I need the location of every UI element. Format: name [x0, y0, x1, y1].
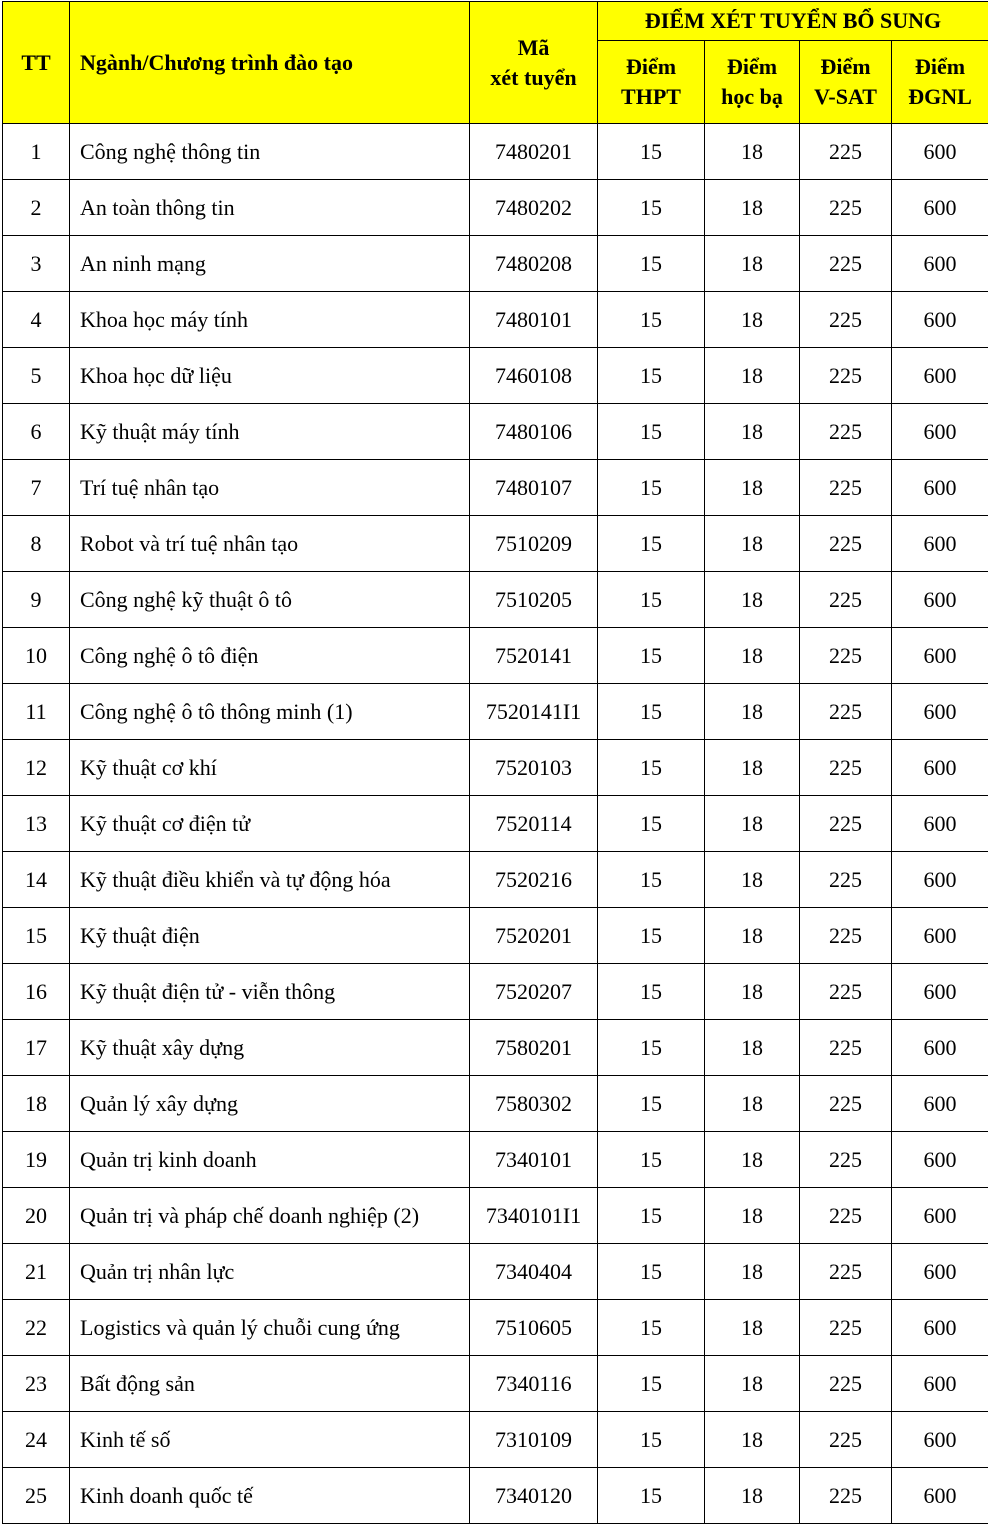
cell-vsat-score: 225	[800, 1076, 892, 1132]
cell-dgnl-score: 600	[892, 796, 988, 852]
cell-code: 7480208	[470, 236, 598, 292]
cell-program-name: Bất động sản	[70, 1356, 470, 1412]
table-row	[3, 1244, 988, 1300]
cell-dgnl-score: 600	[892, 292, 988, 348]
table-row	[3, 460, 988, 516]
cell-program-name: Kỹ thuật điều khiển và tự động hóa	[70, 852, 470, 908]
cell-vsat-score: 225	[800, 852, 892, 908]
cell-tt: 6	[3, 404, 70, 460]
table-row	[3, 628, 988, 684]
cell-program-name: Kỹ thuật xây dựng	[70, 1020, 470, 1076]
cell-program-name: Công nghệ ô tô điện	[70, 628, 470, 684]
cell-program-name: Kỹ thuật máy tính	[70, 404, 470, 460]
cell-thpt-score: 15	[598, 740, 705, 796]
cell-thpt-score: 15	[598, 460, 705, 516]
cell-program-name: Công nghệ thông tin	[70, 124, 470, 180]
cell-hocba-score: 18	[705, 1076, 800, 1132]
table-row	[3, 572, 988, 628]
table-row	[3, 1356, 988, 1412]
cell-tt: 12	[3, 740, 70, 796]
cell-thpt-score: 15	[598, 964, 705, 1020]
header-thpt-line2: THPT	[598, 82, 704, 112]
cell-dgnl-score: 600	[892, 908, 988, 964]
header-vsat-line2: V-SAT	[800, 82, 891, 112]
cell-thpt-score: 15	[598, 292, 705, 348]
cell-dgnl-score: 600	[892, 572, 988, 628]
table-row	[3, 236, 988, 292]
table-row	[3, 1300, 988, 1356]
cell-tt: 8	[3, 516, 70, 572]
table-row	[3, 1468, 988, 1524]
cell-hocba-score: 18	[705, 1132, 800, 1188]
cell-program-name: Quản trị nhân lực	[70, 1244, 470, 1300]
cell-thpt-score: 15	[598, 796, 705, 852]
cell-thpt-score: 15	[598, 908, 705, 964]
cell-vsat-score: 225	[800, 1244, 892, 1300]
cell-program-name: Kỹ thuật điện tử - viễn thông	[70, 964, 470, 1020]
cell-thpt-score: 15	[598, 236, 705, 292]
cell-thpt-score: 15	[598, 572, 705, 628]
cell-dgnl-score: 600	[892, 1076, 988, 1132]
header-hocba-line1: Điểm	[705, 52, 799, 82]
cell-dgnl-score: 600	[892, 684, 988, 740]
cell-program-name: An ninh mạng	[70, 236, 470, 292]
cell-tt: 5	[3, 348, 70, 404]
cell-program-name: Quản trị kinh doanh	[70, 1132, 470, 1188]
cell-hocba-score: 18	[705, 124, 800, 180]
cell-thpt-score: 15	[598, 1132, 705, 1188]
cell-tt: 9	[3, 572, 70, 628]
cell-hocba-score: 18	[705, 796, 800, 852]
header-code	[470, 2, 598, 124]
cell-code: 7520216	[470, 852, 598, 908]
cell-code: 7520141I1	[470, 684, 598, 740]
cell-vsat-score: 225	[800, 348, 892, 404]
cell-vsat-score: 225	[800, 236, 892, 292]
cell-tt: 7	[3, 460, 70, 516]
header-program: Ngành/Chương trình đào tạo	[70, 2, 470, 124]
cell-thpt-score: 15	[598, 1020, 705, 1076]
cell-dgnl-score: 600	[892, 1020, 988, 1076]
cell-tt: 10	[3, 628, 70, 684]
header-dgnl	[892, 41, 988, 124]
cell-dgnl-score: 600	[892, 628, 988, 684]
cell-thpt-score: 15	[598, 1468, 705, 1524]
cell-dgnl-score: 600	[892, 1132, 988, 1188]
cell-program-name: Trí tuệ nhân tạo	[70, 460, 470, 516]
cell-dgnl-score: 600	[892, 1188, 988, 1244]
cell-dgnl-score: 600	[892, 236, 988, 292]
cell-code: 7520103	[470, 740, 598, 796]
table-row	[3, 348, 988, 404]
cell-vsat-score: 225	[800, 1188, 892, 1244]
cell-thpt-score: 15	[598, 404, 705, 460]
table-row	[3, 908, 988, 964]
cell-thpt-score: 15	[598, 1244, 705, 1300]
table-row	[3, 1188, 988, 1244]
cell-vsat-score: 225	[800, 1468, 892, 1524]
cell-vsat-score: 225	[800, 1020, 892, 1076]
cell-code: 7340404	[470, 1244, 598, 1300]
cell-thpt-score: 15	[598, 516, 705, 572]
cell-vsat-score: 225	[800, 1356, 892, 1412]
cell-tt: 21	[3, 1244, 70, 1300]
table-row	[3, 180, 988, 236]
table-row	[3, 964, 988, 1020]
cell-hocba-score: 18	[705, 180, 800, 236]
cell-program-name: An toàn thông tin	[70, 180, 470, 236]
cell-hocba-score: 18	[705, 628, 800, 684]
cell-tt: 19	[3, 1132, 70, 1188]
table-row	[3, 1020, 988, 1076]
header-vsat	[800, 41, 892, 124]
cell-vsat-score: 225	[800, 460, 892, 516]
cell-tt: 13	[3, 796, 70, 852]
cell-vsat-score: 225	[800, 740, 892, 796]
cell-vsat-score: 225	[800, 964, 892, 1020]
cell-tt: 24	[3, 1412, 70, 1468]
cell-hocba-score: 18	[705, 1356, 800, 1412]
cell-vsat-score: 225	[800, 404, 892, 460]
cell-code: 7480201	[470, 124, 598, 180]
cell-hocba-score: 18	[705, 292, 800, 348]
cell-thpt-score: 15	[598, 180, 705, 236]
cell-dgnl-score: 600	[892, 1300, 988, 1356]
cell-hocba-score: 18	[705, 460, 800, 516]
cell-thpt-score: 15	[598, 1076, 705, 1132]
cell-code: 7580302	[470, 1076, 598, 1132]
cell-dgnl-score: 600	[892, 1244, 988, 1300]
cell-code: 7520201	[470, 908, 598, 964]
header-thpt	[598, 41, 705, 124]
cell-thpt-score: 15	[598, 628, 705, 684]
cell-vsat-score: 225	[800, 684, 892, 740]
cell-vsat-score: 225	[800, 180, 892, 236]
header-tt: TT	[3, 2, 70, 124]
table-row	[3, 1412, 988, 1468]
cell-code: 7460108	[470, 348, 598, 404]
cell-code: 7340101I1	[470, 1188, 598, 1244]
header-vsat-line1: Điểm	[800, 52, 891, 82]
cell-code: 7520114	[470, 796, 598, 852]
cell-program-name: Công nghệ ô tô thông minh (1)	[70, 684, 470, 740]
cell-hocba-score: 18	[705, 236, 800, 292]
cell-program-name: Logistics và quản lý chuỗi cung ứng	[70, 1300, 470, 1356]
admission-scores-table	[2, 1, 988, 1524]
cell-hocba-score: 18	[705, 1244, 800, 1300]
cell-hocba-score: 18	[705, 1468, 800, 1524]
table-row	[3, 684, 988, 740]
cell-dgnl-score: 600	[892, 124, 988, 180]
cell-code: 7340116	[470, 1356, 598, 1412]
cell-code: 7340120	[470, 1468, 598, 1524]
cell-hocba-score: 18	[705, 516, 800, 572]
cell-hocba-score: 18	[705, 684, 800, 740]
cell-vsat-score: 225	[800, 292, 892, 348]
cell-hocba-score: 18	[705, 404, 800, 460]
cell-thpt-score: 15	[598, 1412, 705, 1468]
cell-code: 7310109	[470, 1412, 598, 1468]
cell-code: 7480107	[470, 460, 598, 516]
cell-code: 7480106	[470, 404, 598, 460]
cell-tt: 25	[3, 1468, 70, 1524]
table-body	[3, 124, 988, 1524]
cell-code: 7480101	[470, 292, 598, 348]
cell-thpt-score: 15	[598, 1356, 705, 1412]
cell-code: 7520141	[470, 628, 598, 684]
cell-hocba-score: 18	[705, 1020, 800, 1076]
cell-code: 7580201	[470, 1020, 598, 1076]
cell-hocba-score: 18	[705, 348, 800, 404]
cell-program-name: Kỹ thuật cơ khí	[70, 740, 470, 796]
cell-thpt-score: 15	[598, 124, 705, 180]
cell-thpt-score: 15	[598, 1300, 705, 1356]
cell-dgnl-score: 600	[892, 852, 988, 908]
table-row	[3, 404, 988, 460]
cell-vsat-score: 225	[800, 796, 892, 852]
cell-program-name: Robot và trí tuệ nhân tạo	[70, 516, 470, 572]
header-dgnl-line1: Điểm	[892, 52, 988, 82]
cell-hocba-score: 18	[705, 908, 800, 964]
table-row	[3, 292, 988, 348]
cell-tt: 18	[3, 1076, 70, 1132]
cell-code: 7510209	[470, 516, 598, 572]
cell-program-name: Kỹ thuật cơ điện tử	[70, 796, 470, 852]
cell-dgnl-score: 600	[892, 1412, 988, 1468]
cell-code: 7520207	[470, 964, 598, 1020]
header-group: ĐIỂM XÉT TUYỂN BỔ SUNG	[598, 2, 988, 41]
table-row	[3, 516, 988, 572]
table-header	[3, 2, 988, 124]
cell-code: 7510205	[470, 572, 598, 628]
cell-vsat-score: 225	[800, 908, 892, 964]
cell-dgnl-score: 600	[892, 180, 988, 236]
cell-dgnl-score: 600	[892, 1468, 988, 1524]
cell-code: 7510605	[470, 1300, 598, 1356]
cell-vsat-score: 225	[800, 628, 892, 684]
cell-tt: 4	[3, 292, 70, 348]
header-code-line2: xét tuyển	[470, 63, 597, 93]
cell-vsat-score: 225	[800, 516, 892, 572]
cell-code: 7480202	[470, 180, 598, 236]
cell-program-name: Kinh tế số	[70, 1412, 470, 1468]
cell-dgnl-score: 600	[892, 740, 988, 796]
cell-dgnl-score: 600	[892, 404, 988, 460]
cell-tt: 3	[3, 236, 70, 292]
cell-hocba-score: 18	[705, 1188, 800, 1244]
cell-tt: 15	[3, 908, 70, 964]
cell-dgnl-score: 600	[892, 516, 988, 572]
cell-tt: 16	[3, 964, 70, 1020]
cell-thpt-score: 15	[598, 348, 705, 404]
cell-code: 7340101	[470, 1132, 598, 1188]
cell-program-name: Khoa học dữ liệu	[70, 348, 470, 404]
header-hocba	[705, 41, 800, 124]
cell-tt: 20	[3, 1188, 70, 1244]
cell-program-name: Công nghệ kỹ thuật ô tô	[70, 572, 470, 628]
cell-tt: 11	[3, 684, 70, 740]
cell-tt: 14	[3, 852, 70, 908]
cell-thpt-score: 15	[598, 684, 705, 740]
header-dgnl-line2: ĐGNL	[892, 82, 988, 112]
cell-vsat-score: 225	[800, 1412, 892, 1468]
cell-dgnl-score: 600	[892, 460, 988, 516]
cell-vsat-score: 225	[800, 572, 892, 628]
cell-tt: 2	[3, 180, 70, 236]
cell-hocba-score: 18	[705, 572, 800, 628]
cell-vsat-score: 225	[800, 1132, 892, 1188]
cell-tt: 17	[3, 1020, 70, 1076]
cell-dgnl-score: 600	[892, 964, 988, 1020]
cell-tt: 23	[3, 1356, 70, 1412]
header-code-line1: Mã	[470, 33, 597, 63]
cell-hocba-score: 18	[705, 852, 800, 908]
cell-hocba-score: 18	[705, 740, 800, 796]
cell-dgnl-score: 600	[892, 348, 988, 404]
cell-tt: 1	[3, 124, 70, 180]
table-row	[3, 124, 988, 180]
table-row	[3, 852, 988, 908]
table-row	[3, 1076, 988, 1132]
cell-vsat-score: 225	[800, 124, 892, 180]
table-row	[3, 796, 988, 852]
table-row	[3, 740, 988, 796]
cell-thpt-score: 15	[598, 852, 705, 908]
table-row	[3, 1132, 988, 1188]
cell-vsat-score: 225	[800, 1300, 892, 1356]
cell-program-name: Kinh doanh quốc tế	[70, 1468, 470, 1524]
cell-program-name: Quản lý xây dựng	[70, 1076, 470, 1132]
cell-hocba-score: 18	[705, 964, 800, 1020]
cell-hocba-score: 18	[705, 1300, 800, 1356]
cell-tt: 22	[3, 1300, 70, 1356]
header-hocba-line2: học bạ	[705, 82, 799, 112]
cell-program-name: Quản trị và pháp chế doanh nghiệp (2)	[70, 1188, 470, 1244]
cell-dgnl-score: 600	[892, 1356, 988, 1412]
cell-program-name: Kỹ thuật điện	[70, 908, 470, 964]
cell-program-name: Khoa học máy tính	[70, 292, 470, 348]
cell-hocba-score: 18	[705, 1412, 800, 1468]
cell-thpt-score: 15	[598, 1188, 705, 1244]
header-thpt-line1: Điểm	[598, 52, 704, 82]
